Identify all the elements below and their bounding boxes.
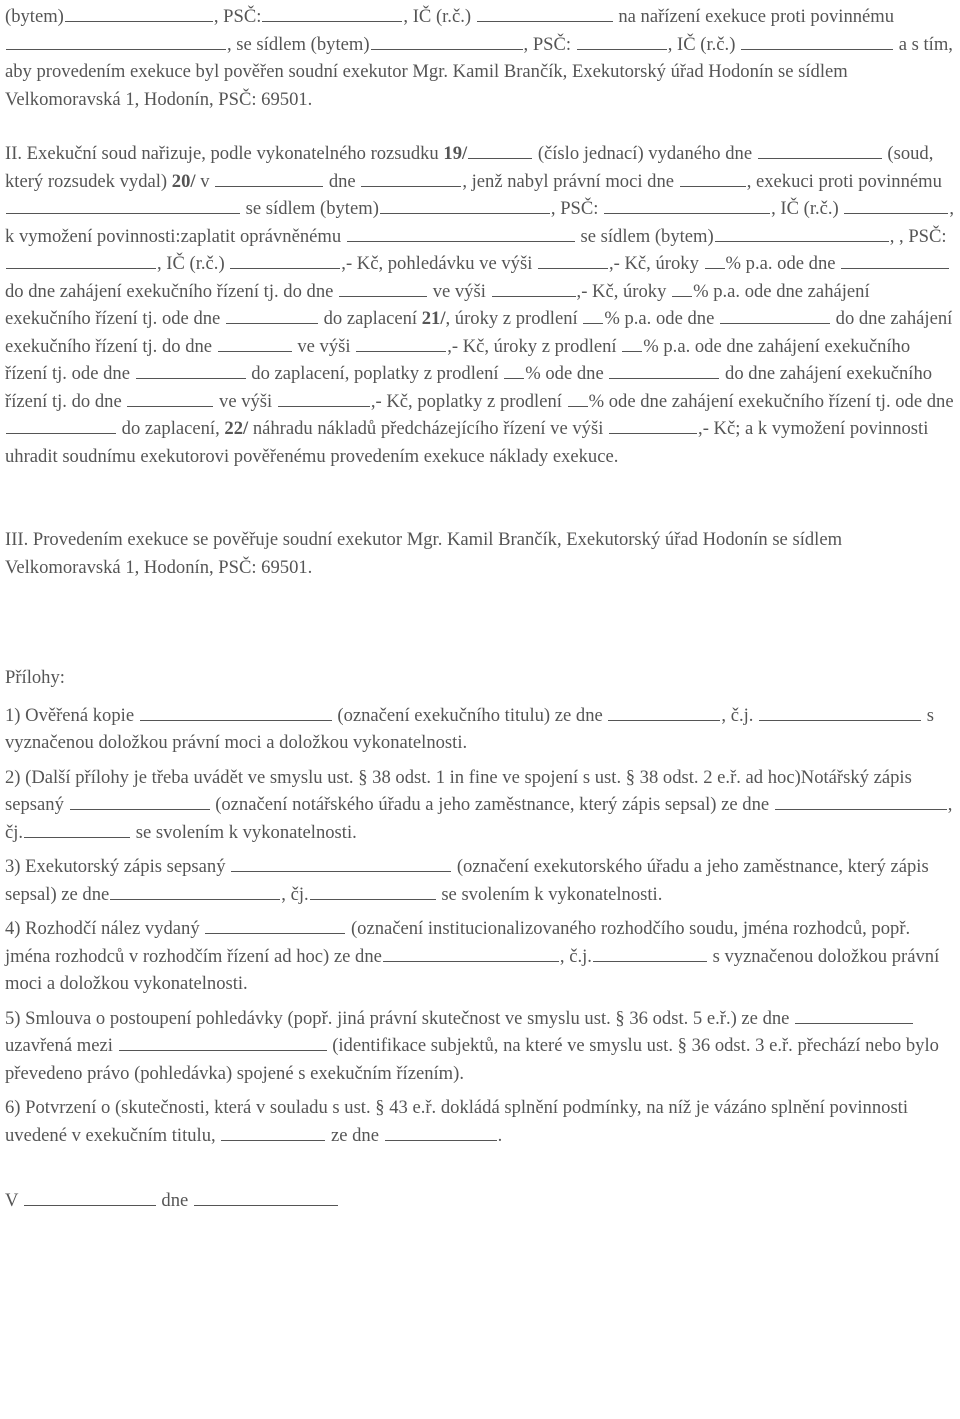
blank-field[interactable] — [844, 196, 948, 214]
attachment-item-6 — [5, 1094, 956, 1149]
section-ii-text: náhradu nákladů předcházejícího řízení ve výši — [252, 418, 604, 439]
blank-field[interactable] — [205, 916, 345, 934]
section-iii-paragraph: III. Provedením exekuce se pověřuje soudní exekutor Mgr. Kamil Brančík, Exekutorský úřad Hodonín se sídlem Velkomoravská 1, Hodonín, PSČ: 69501. — [5, 529, 843, 578]
blank-field[interactable] — [70, 792, 210, 810]
blank-field[interactable] — [127, 389, 213, 407]
blank-field[interactable] — [741, 32, 893, 50]
attachment-text: se svolením k vykonatelnosti. — [135, 821, 357, 843]
section-ii-text: , PSČ: — [550, 198, 599, 219]
blank-field[interactable] — [622, 334, 642, 352]
section-ii-text: % ode dne zahájení exekučního řízení tj. ode dne — [588, 390, 954, 412]
blank-field[interactable] — [758, 141, 882, 159]
section-ii-paragraph: II. Exekuční soud nařizuje, podle vykonatelného rozsudku 19/ (číslo jednací) vydaného dne (soud, který rozsudek vydal) 20/ v dne , jenž nabyl právní moci dne , exekuci proti povinnému se sídlem (bytem) , PSČ: , IČ (r.č.) , k vymožení povinnosti:zaplatit oprávněnému se sídlem (bytem) , , PSČ: , IČ (r.č.) ,- Kč, pohledávku ve výši ,- Kč, úroky % p.a. ode dne do dne zahájení exekučního řízení tj. do dne ve výši ,- Kč, úroky % p.a. ode dne zahájení exekučního řízení tj. ode dne do zaplacení 21/, úroky z prodlení % p.a. ode dne do dne zahájení exekučního řízení tj. do dne ve výši ,- Kč, úroky z prodlení % p.a. ode dne zahájení exekučního řízení tj. ode dne do zaplacení, poplatky z prodlení % ode dne do dne zahájení exekučního řízení tj. do dne ve výši ,- Kč, poplatky z prodlení % ode dne zahájení exekučního řízení tj. ode dne do zaplacení, 22/ náhradu nákladů předcházejícího řízení ve výši ,- Kč; a k vymožení povinnosti uhradit soudnímu exekutorovi pověřenému provedením exekuce náklady exekuce. — [5, 143, 955, 467]
section-ii-text: do dne zahájení exekučního řízení tj. do dne — [5, 280, 334, 302]
section-ii-text: , k vymožení povinnosti:zaplatit oprávněnému — [5, 198, 955, 247]
blank-field[interactable] — [720, 306, 830, 324]
blank-field[interactable] — [278, 389, 370, 407]
section-ii-text: % p.a. ode dne — [604, 308, 715, 329]
section-ii-text: ve výši — [297, 335, 351, 357]
section-ii-text: do dne zahájení exekučního řízení tj. do dne — [5, 363, 933, 412]
section-ii-text: dne — [328, 170, 356, 192]
intro-text: , IČ (r.č.) — [403, 6, 472, 27]
signature-date-field[interactable] — [194, 1188, 338, 1206]
blank-field[interactable] — [468, 141, 532, 159]
blank-field[interactable] — [568, 389, 588, 407]
section-ii-text: ,- Kč; a k vymožení povinnosti uhradit soudnímu exekutorovi pověřenému provedením exekuce náklady exekuce. — [5, 418, 929, 467]
blank-field[interactable] — [65, 4, 213, 22]
blank-field[interactable] — [841, 251, 949, 269]
blank-field[interactable] — [218, 334, 292, 352]
section-ii-text: % p.a. ode dne — [725, 253, 836, 274]
blank-field[interactable] — [6, 416, 116, 434]
attachments-heading: Přílohy: — [5, 667, 65, 688]
blank-field[interactable] — [715, 224, 889, 242]
section-ii-text: v — [200, 170, 210, 192]
blank-field[interactable] — [604, 196, 770, 214]
attachment-text: , č.j. — [721, 704, 754, 726]
section-ii-text: ve výši — [432, 280, 486, 302]
blank-field[interactable] — [356, 334, 446, 352]
intro-text: , se sídlem (bytem) — [227, 33, 370, 55]
blank-field[interactable] — [24, 820, 130, 838]
intro-text: a s tím, aby provedením exekuce byl pověřen soudní exekutor Mgr. Kamil — [5, 33, 953, 82]
attachment-text: 3) Exekutorský zápis sepsaný — [5, 856, 226, 877]
section-ii-text: se sídlem (bytem) — [580, 225, 714, 247]
blank-field[interactable] — [577, 32, 667, 50]
blank-field[interactable] — [477, 4, 613, 22]
intro-paragraph — [5, 3, 956, 113]
section-ii-text: % ode dne — [525, 363, 604, 384]
blank-field[interactable] — [110, 882, 280, 900]
blank-field[interactable] — [705, 251, 725, 269]
footnote-ref-20: 20/ — [171, 170, 196, 192]
section-ii-text: ,- Kč, poplatky z prodlení — [370, 390, 562, 412]
section-ii-text: II. Exekuční soud nařizuje, podle vykonatelného rozsudku — [5, 143, 439, 164]
section-ii-text: , exekuci proti povinnému — [746, 170, 942, 192]
blank-field[interactable] — [492, 279, 576, 297]
section-ii-text: do zaplacení, — [121, 418, 220, 439]
section-ii-text: ,- Kč, úroky z prodlení — [447, 335, 617, 357]
blank-field[interactable] — [609, 416, 697, 434]
attachment-text: , čj. — [281, 883, 309, 905]
section-ii-text: , IČ (r.č.) — [157, 253, 225, 274]
intro-text: , PSČ: — [213, 6, 262, 27]
attachment-text: se svolením k vykonatelnosti. — [441, 883, 663, 905]
blank-field[interactable] — [538, 251, 608, 269]
blank-field[interactable] — [609, 361, 719, 379]
blank-field[interactable] — [504, 361, 524, 379]
section-ii-text: ,- Kč, úroky — [576, 280, 667, 302]
intro-text: Brančík, Exekutorský úřad Hodonín se sídlem Velkomoravská 1, Hodonín, PSČ: 69501. — [5, 61, 848, 110]
intro-text: proti povinnému — [770, 6, 895, 27]
attachment-text: (identifikace subjektů, na které ve smyslu ust. § 36 odst. 3 e.ř. přechází nebo bylo převedeno právo (pohledávka) spojené s exekučním řízením). — [5, 1035, 939, 1084]
attachment-text: 1) Ověřená kopie — [5, 704, 135, 726]
attachment-text: (označení exekutorského úřadu a jeho zaměstnance, který zápis sepsal) ze dne — [5, 856, 929, 905]
blank-field[interactable] — [583, 306, 603, 324]
blank-field[interactable] — [347, 224, 575, 242]
attachment-text: (označení exekučního titulu) ze dne — [337, 704, 603, 726]
section-ii-text: , PSČ: — [899, 225, 947, 247]
blank-field[interactable] — [231, 854, 451, 872]
footnote-ref-21: 21/ — [421, 308, 446, 329]
blank-field[interactable] — [775, 792, 947, 810]
section-ii-text: do zaplacení — [323, 308, 418, 329]
section-ii-text: , IČ (r.č.) — [771, 198, 839, 219]
section-ii-text: % p.a. ode dne zahájení exekučního řízení tj. ode dne — [5, 335, 911, 384]
blank-field[interactable] — [380, 196, 550, 214]
intro-text: na nařízení exekuce — [618, 6, 766, 27]
section-ii-text: , jenž nabyl právní moci dne — [462, 170, 675, 192]
section-ii-text: ,- Kč, pohledávku ve výši — [341, 253, 533, 274]
blank-field[interactable] — [230, 251, 340, 269]
blank-field[interactable] — [262, 4, 402, 22]
intro-text: , PSČ: — [523, 33, 572, 55]
blank-field[interactable] — [608, 703, 720, 721]
blank-field[interactable] — [593, 944, 707, 962]
blank-field[interactable] — [361, 169, 461, 187]
attachment-text: 6) Potvrzení o (skutečnosti, která v souladu s ust. § 43 e.ř. dokládá splnění podmínky, na níž je vázáno splnění povinnosti uvedené v exekučním titulu, — [5, 1097, 909, 1146]
section-ii-text: se sídlem (bytem) — [245, 198, 379, 219]
attachment-text: (označení institucionalizovaného rozhodčího soudu, jména rozhodců, popř. jména rozhodců v rozhodčím řízení ad hoc) ze dne — [5, 918, 911, 967]
blank-field[interactable] — [140, 703, 332, 721]
blank-field[interactable] — [6, 32, 226, 50]
signature-place-label: V — [5, 1190, 19, 1211]
signature-line — [5, 1187, 956, 1215]
signature-place-field[interactable] — [24, 1188, 156, 1206]
attachment-text: , č.j. — [559, 945, 592, 967]
blank-field[interactable] — [759, 703, 921, 721]
blank-field[interactable] — [795, 1006, 913, 1024]
footnote-ref-19: 19/ — [443, 143, 468, 164]
blank-field[interactable] — [215, 169, 323, 187]
blank-field[interactable] — [6, 251, 156, 269]
attachment-text: 5) Smlouva o postoupení pohledávky (popř. jiná právní skutečnost ve smyslu ust. § 36 odst. 5 e.ř.) ze dne — [5, 1007, 790, 1029]
intro-text: (r.č.) — [700, 33, 736, 55]
attachment-item-4 — [5, 915, 956, 998]
blank-field[interactable] — [371, 32, 523, 50]
intro-text: (bytem) — [5, 6, 64, 27]
attachment-text: , čj. — [5, 794, 953, 843]
intro-text: , IČ — [667, 33, 696, 55]
section-ii-text: ,- Kč, úroky — [609, 253, 699, 274]
attachment-text: 2) (Další přílohy je třeba uvádět ve smyslu ust. § 38 odst. 1 in fine ve spojení s ust. § 38 odst. 2 e.ř. ad hoc)Notářský zápis sepsaný — [5, 766, 912, 815]
attachment-item-3 — [5, 853, 956, 908]
attachment-text: s vyznačenou doložkou právní moci a doložkou vykonatelnosti. — [5, 704, 934, 753]
section-ii-text: (číslo jednací) vydaného dne — [537, 143, 753, 164]
blank-field[interactable] — [680, 169, 746, 187]
blank-field[interactable] — [385, 1123, 497, 1141]
blank-field[interactable] — [119, 1033, 327, 1051]
attachment-item-5 — [5, 1005, 956, 1088]
blank-field[interactable] — [383, 944, 559, 962]
section-ii-text: , úroky z prodlení — [445, 308, 578, 329]
blank-field[interactable] — [672, 279, 692, 297]
section-ii-text: % p.a. ode dne zahájení exekučního řízení tj. ode dne — [5, 280, 870, 329]
attachment-text: (označení notářského úřadu a jeho zaměstnance, který zápis sepsal) ze dne — [215, 794, 770, 815]
footnote-ref-22: 22/ — [224, 418, 249, 439]
blank-field[interactable] — [339, 279, 427, 297]
attachment-text: . — [497, 1124, 503, 1146]
section-ii-text: do zaplacení, poplatky z prodlení — [251, 363, 499, 384]
attachment-text: s vyznačenou doložkou právní moci a doložkou vykonatelnosti. — [5, 945, 940, 994]
attachment-item-2 — [5, 764, 956, 847]
blank-field[interactable] — [310, 882, 436, 900]
signature-date-label: dne — [161, 1190, 189, 1211]
blank-field[interactable] — [221, 1123, 325, 1141]
section-ii-text: (soud, který rozsudek vydal) — [5, 143, 934, 192]
attachment-text: ze dne — [330, 1124, 379, 1146]
section-ii-text: do dne zahájení exekučního řízení tj. do dne — [5, 308, 953, 357]
blank-field[interactable] — [226, 306, 318, 324]
blank-field[interactable] — [6, 196, 240, 214]
section-ii-text: ve výši — [219, 390, 273, 412]
attachment-text: uzavřená mezi — [5, 1035, 113, 1056]
blank-field[interactable] — [136, 361, 246, 379]
attachment-text: 4) Rozhodčí nález vydaný — [5, 918, 200, 939]
attachment-item-1 — [5, 702, 956, 757]
